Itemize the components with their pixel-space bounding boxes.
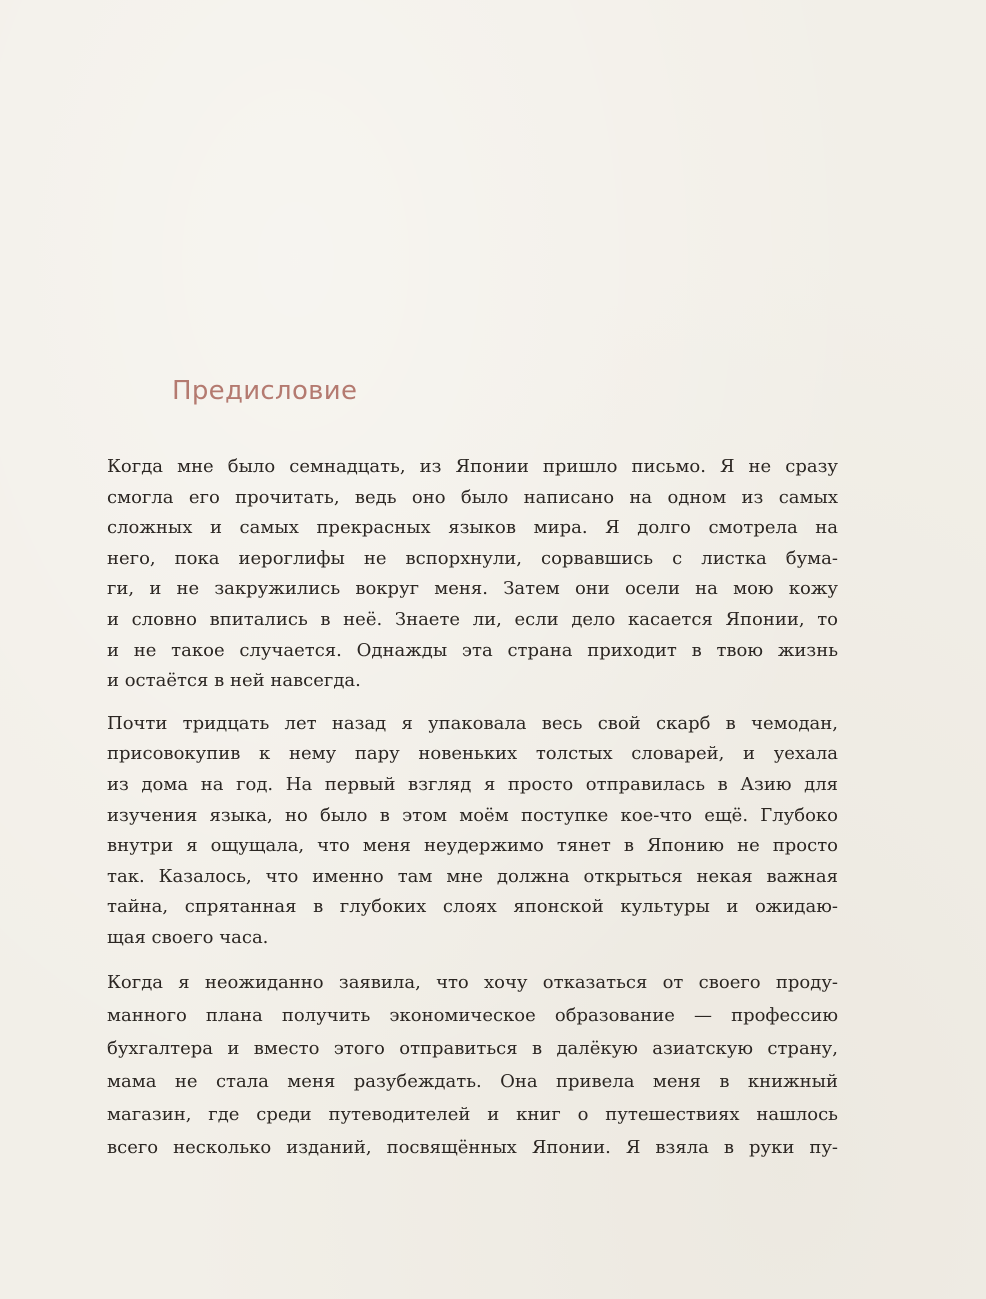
text-line: магазин, где среди путеводителей и книг о путешествиях нашлось	[107, 1103, 838, 1125]
text-line: сложных и самых прекрасных языков мира. Я долго смотрела на	[107, 517, 838, 539]
text-line: него, пока иероглифы не вспорхнули, сорвавшись с листка бума-	[107, 547, 838, 569]
text-line: и словно впитались в неё. Знаете ли, если дело касается Японии, то	[107, 608, 838, 630]
chapter-heading: Предисловие	[172, 376, 358, 406]
text-line: мама не стала меня разубеждать. Она привела меня в книжный	[107, 1070, 838, 1092]
text-line: манного плана получить экономическое образование — профессию	[107, 1004, 838, 1026]
body-text	[107, 452, 838, 1164]
text-line: и остаётся в ней навсегда.	[107, 670, 361, 692]
text-line: присовокупив к нему пару новеньких толстых словарей, и уехала	[107, 743, 838, 765]
text-line: щая своего часа.	[107, 926, 269, 948]
paragraph-3	[107, 966, 838, 1164]
text-line: внутри я ощущала, что меня неудержимо тянет в Японию не просто	[107, 835, 838, 857]
paragraph-2	[107, 709, 838, 954]
text-line: и не такое случается. Однажды эта страна приходит в твою жизнь	[107, 639, 838, 661]
text-line: Когда я неожиданно заявила, что хочу отказаться от своего проду-	[107, 971, 838, 993]
text-line: Когда мне было семнадцать, из Японии пришло письмо. Я не сразу	[107, 456, 838, 477]
text-line: Почти тридцать лет назад я упаковала весь свой скарб в чемодан,	[107, 712, 838, 734]
paragraph-1	[107, 452, 838, 697]
text-line: бухгалтера и вместо этого отправиться в далёкую азиатскую страну,	[107, 1037, 838, 1059]
text-line: из дома на год. На первый взгляд я просто отправилась в Азию для	[107, 773, 838, 795]
text-line: всего несколько изданий, посвящённых Японии. Я взяла в руки пу-	[107, 1136, 838, 1158]
text-line: изучения языка, но было в этом моём поступке кое-что ещё. Глубоко	[107, 804, 838, 826]
text-line: тайна, спрятанная в глубоких слоях японской культуры и ожидаю-	[107, 896, 838, 918]
text-line: смогла его прочитать, ведь оно было написано на одном из самых	[107, 486, 838, 508]
text-line: так. Казалось, что именно там мне должна открыться некая важная	[107, 865, 838, 887]
text-line: ги, и не закружились вокруг меня. Затем они осели на мою кожу	[107, 578, 838, 600]
